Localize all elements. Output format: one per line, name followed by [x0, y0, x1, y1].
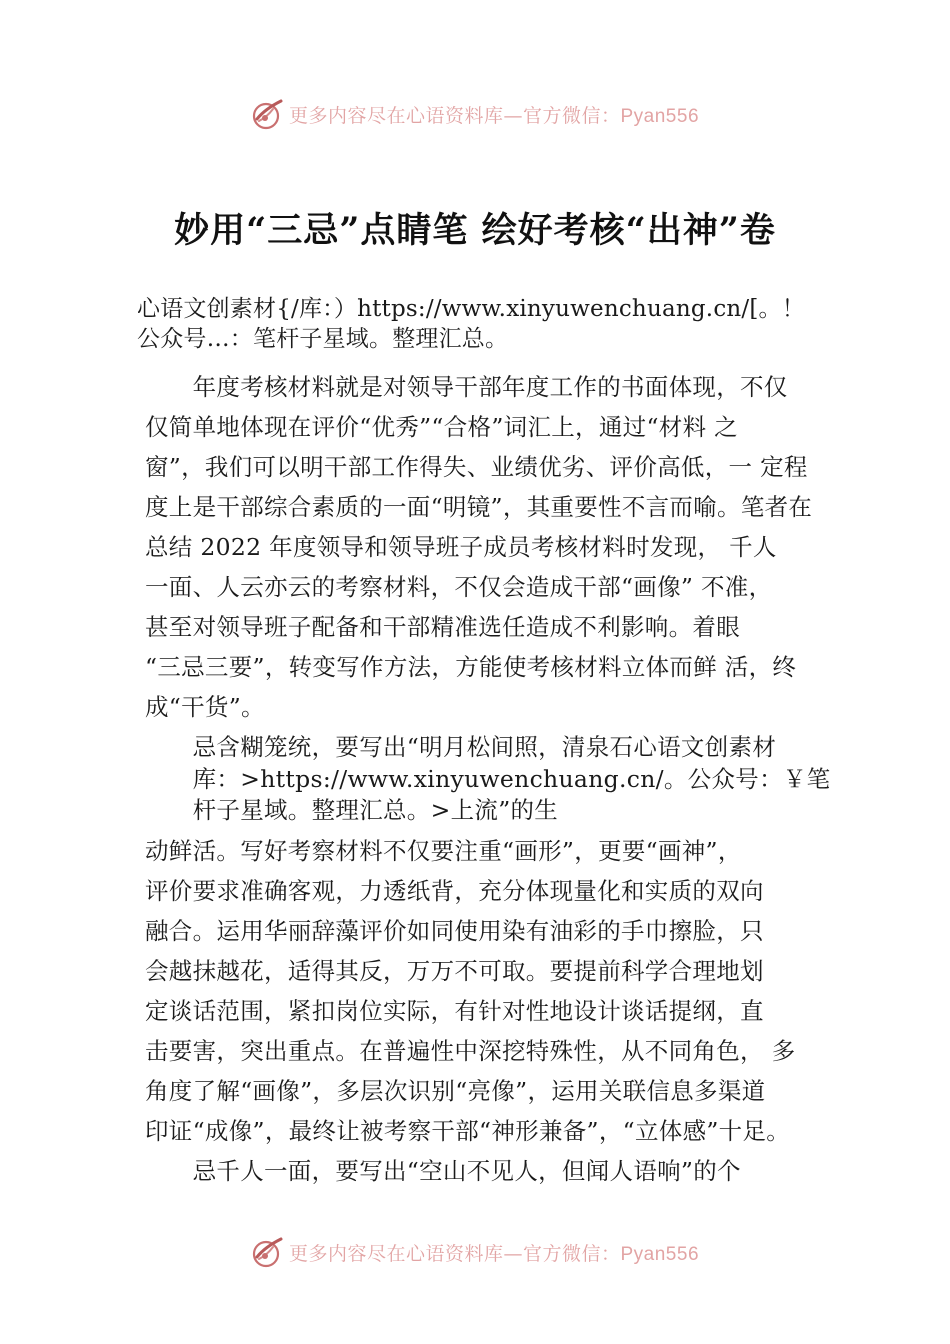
banner-text — [289, 1239, 699, 1266]
body-line: 印证“成像”，最终让被考察干部“神形兼备”，“立体感”十足。 — [145, 1117, 791, 1145]
body-line: 成“干货”。 — [145, 693, 265, 721]
body-line: “三忌三要”，转变写作方法，方能使考核材料立体而鲜 活，终 — [145, 653, 797, 681]
header-banner — [0, 94, 950, 134]
wechat-id: Pyan556 — [620, 1243, 700, 1265]
body-line: 忌含糊笼统，要写出“明月松间照，清泉石心语文创素材 — [145, 733, 777, 761]
document-title: 妙用“三忌”点睛笔 绘好考核“出神”卷 — [174, 210, 776, 251]
source-line-1: 心语文创素材{/库：）https://www.xinyuwenchuang.cn/[。！ — [137, 296, 805, 322]
footer-banner — [0, 1232, 950, 1272]
body-line: 度上是干部综合素质的一面“明镜”，其重要性不言而喻。笔者在 — [145, 493, 813, 521]
wechat-id: Pyan556 — [620, 105, 700, 127]
body-line: 会越抹越花，适得其反，万万不可取。要提前科学合理地划 — [145, 957, 764, 985]
body-line: 总结 2022 年度领导和领导班子成员考核材料时发现， 千人 — [145, 533, 777, 561]
body-line: 窗”，我们可以明干部工作得失、业绩优劣、评价高低，一 定程 — [145, 453, 808, 481]
body-line: 仅简单地体现在评价“优秀”“合格”词汇上，通过“材料 之 — [145, 413, 738, 441]
banner-text — [289, 101, 699, 128]
body-line: 评价要求准确客观，力透纸背，充分体现量化和实质的双向 — [145, 877, 764, 905]
body-line: 年度考核材料就是对领导干部年度工作的书面体现，不仅 — [145, 373, 788, 401]
body-line: 一面、人云亦云的考察材料，不仅会造成干部“画像” 不准， — [145, 573, 773, 601]
body-line: 甚至对领导班子配备和干部精准选任造成不利影响。着眼 — [145, 613, 740, 641]
body-line: 库：>https://www.xinyuwenchuang.cn/。公众号：￥笔 — [145, 765, 831, 793]
banner-label: 更多内容尽在心语资料库—官方微信： — [288, 1242, 621, 1265]
brush-logo-icon — [251, 1235, 285, 1269]
body-line: 角度了解“画像”，多层次识别“亮像”，运用关联信息多渠道 — [145, 1077, 766, 1105]
body-line: 融合。运用华丽辞藻评价如同使用染有油彩的手巾擦脸，只 — [145, 917, 764, 945]
body-line: 动鲜活。写好考察材料不仅要注重“画形”，更要“画神”， — [145, 837, 742, 865]
body-line: 杆子星域。整理汇总。>上流”的生 — [145, 796, 559, 824]
body-line: 定谈话范围，紧扣岗位实际，有针对性地设计谈话提纲，直 — [145, 997, 764, 1025]
body-line: 击要害，突出重点。在普遍性中深挖特殊性，从不同角色， 多 — [145, 1037, 796, 1065]
banner-label: 更多内容尽在心语资料库—官方微信： — [288, 104, 621, 127]
source-line-2: 公众号…：笔杆子星域。整理汇总。 — [137, 326, 509, 352]
body-line: 忌千人一面，要写出“空山不见人，但闻人语响”的个 — [145, 1157, 741, 1185]
brush-logo-icon — [251, 97, 285, 131]
